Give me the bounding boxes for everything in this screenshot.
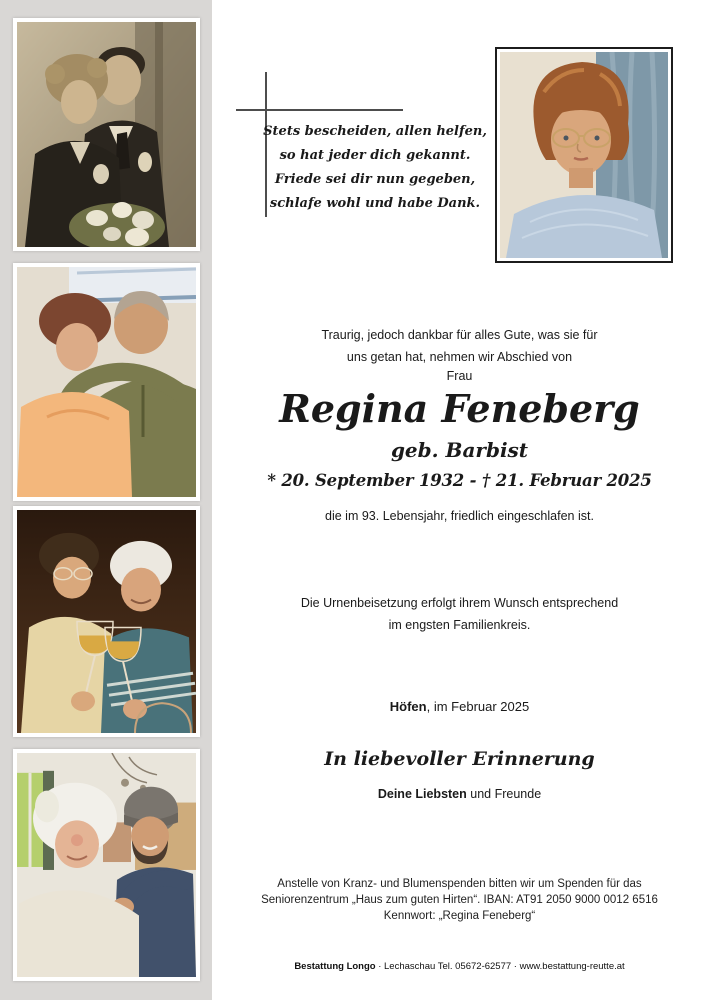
deceased-name: Regina Feneberg	[279, 386, 640, 431]
photo-elderly-couple-illustration	[17, 267, 196, 497]
mourners-bold: Deine Liebsten	[377, 787, 467, 801]
donation-text	[212, 876, 707, 924]
place-date-rest: , im Februar 2025	[426, 699, 530, 714]
life-dates: * 20. September 1932 - † 21. Februar 2025	[267, 471, 652, 490]
intro-line-1: Traurig, jedoch dankbar für alles Gute, was sie für	[321, 328, 598, 342]
intro-line-2: uns getan hat, nehmen wir Abschied von	[346, 350, 573, 364]
memorial-cross-horizontal	[236, 109, 403, 111]
photo-women-toasting	[13, 506, 200, 737]
salutation: Frau	[446, 369, 473, 383]
poem-line-4: schlafe wohl und habe Dank.	[269, 196, 481, 211]
poem-line-2: so hat jeder dich gekannt.	[279, 148, 471, 163]
donation-line-3: Kennwort: „Regina Feneberg“	[383, 910, 536, 922]
photo-elderly-couple	[13, 263, 200, 501]
mourners-text	[212, 787, 707, 801]
donation-line-1: Anstelle von Kranz- und Blumenspenden bitten wir um Spenden für das	[277, 878, 642, 890]
age-text: die im 93. Lebensjahr, friedlich eingeschlafen ist.	[325, 509, 594, 523]
photo-wedding-illustration	[17, 22, 196, 247]
burial-line-2: im engsten Familienkreis.	[388, 618, 531, 632]
portrait-illustration	[500, 52, 668, 258]
funeral-home-footer	[212, 961, 707, 972]
place-and-date	[212, 699, 707, 714]
portrait-photo	[495, 47, 673, 263]
photo-wedding-couple	[13, 18, 200, 251]
mourners-rest: und Freunde	[466, 787, 542, 801]
funeral-home-name: Bestattung Longo	[294, 961, 376, 972]
intro-text	[212, 324, 707, 368]
place-name: Höfen	[389, 699, 427, 714]
remembrance-text: In liebevoller Erinnerung	[324, 748, 595, 770]
funeral-home-contact: · Lechaschau Tel. 05672-62577 · www.bestattung-reutte.at	[375, 961, 625, 972]
photo-grandmother-grandson-illustration	[17, 753, 196, 977]
burial-text	[212, 592, 707, 636]
poem-line-3: Friede sei dir nun gegeben,	[274, 172, 476, 187]
donation-line-2: Seniorenzentrum „Haus zum guten Hirten“. IBAN: AT91 2050 9000 0012 6516	[261, 894, 658, 906]
photo-women-toasting-illustration	[17, 510, 196, 733]
poem-line-1: Stets bescheiden, allen helfen,	[263, 124, 487, 139]
memorial-poem	[235, 120, 515, 216]
burial-line-1: Die Urnenbeisetzung erfolgt ihrem Wunsch entsprechend	[300, 596, 619, 610]
photo-grandmother-grandson	[13, 749, 200, 981]
maiden-name: geb. Barbist	[390, 438, 529, 462]
